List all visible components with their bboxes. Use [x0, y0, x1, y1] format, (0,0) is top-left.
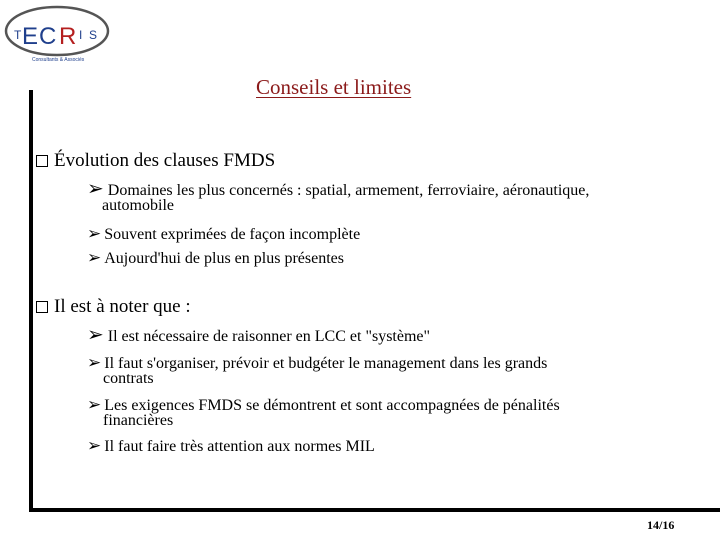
square-bullet-icon — [36, 155, 48, 167]
section-heading-2: Il est à noter que : — [54, 296, 191, 317]
arrow-bullet-icon: ➢ — [87, 436, 102, 455]
arrow-bullet-icon: ➢ — [87, 248, 102, 267]
list-item: ➢ Il est nécessaire de raisonner en LCC et "système" — [87, 324, 431, 346]
arrow-bullet-icon: ➢ — [87, 395, 102, 414]
list-item: ➢ Il faut faire très attention aux normes MIL — [87, 436, 375, 455]
arrow-bullet-icon: ➢ — [87, 353, 102, 372]
tecris-logo — [3, 3, 113, 63]
logo-letter-s: S — [89, 28, 98, 42]
square-bullet-icon — [36, 301, 48, 313]
list-item: ➢ Souvent exprimées de façon incomplète — [87, 224, 361, 243]
arrow-bullet-icon: ➢ — [87, 178, 104, 200]
page-number: 14/16 — [647, 518, 675, 532]
section-heading-1: Évolution des clauses FMDS — [54, 150, 276, 171]
slide-title: Conseils et limites — [256, 75, 412, 99]
logo-letter-e: E — [22, 23, 39, 50]
logo-tagline: Consultants & Associés — [32, 57, 85, 63]
left-rule — [29, 90, 33, 512]
list-item: ➢ Il faut s'organiser, prévoir et budgéter le management dans les grands contrats — [87, 353, 548, 387]
arrow-bullet-icon: ➢ — [87, 224, 102, 243]
logo-letter-c: C — [39, 23, 57, 50]
bottom-rule — [29, 508, 720, 512]
logo-letter-r: R — [59, 23, 77, 50]
list-item: ➢ Domaines les plus concernés : spatial, armement, ferroviaire, aéronautique, automobile — [87, 178, 590, 214]
list-item: ➢ Aujourd'hui de plus en plus présentes — [87, 248, 344, 267]
logo-letter-t: T — [14, 28, 22, 42]
arrow-bullet-icon: ➢ — [87, 324, 104, 346]
logo-letter-i: I — [79, 28, 83, 42]
list-item: ➢ Les exigences FMDS se démontrent et sont accompagnées de pénalités financières — [87, 395, 560, 429]
